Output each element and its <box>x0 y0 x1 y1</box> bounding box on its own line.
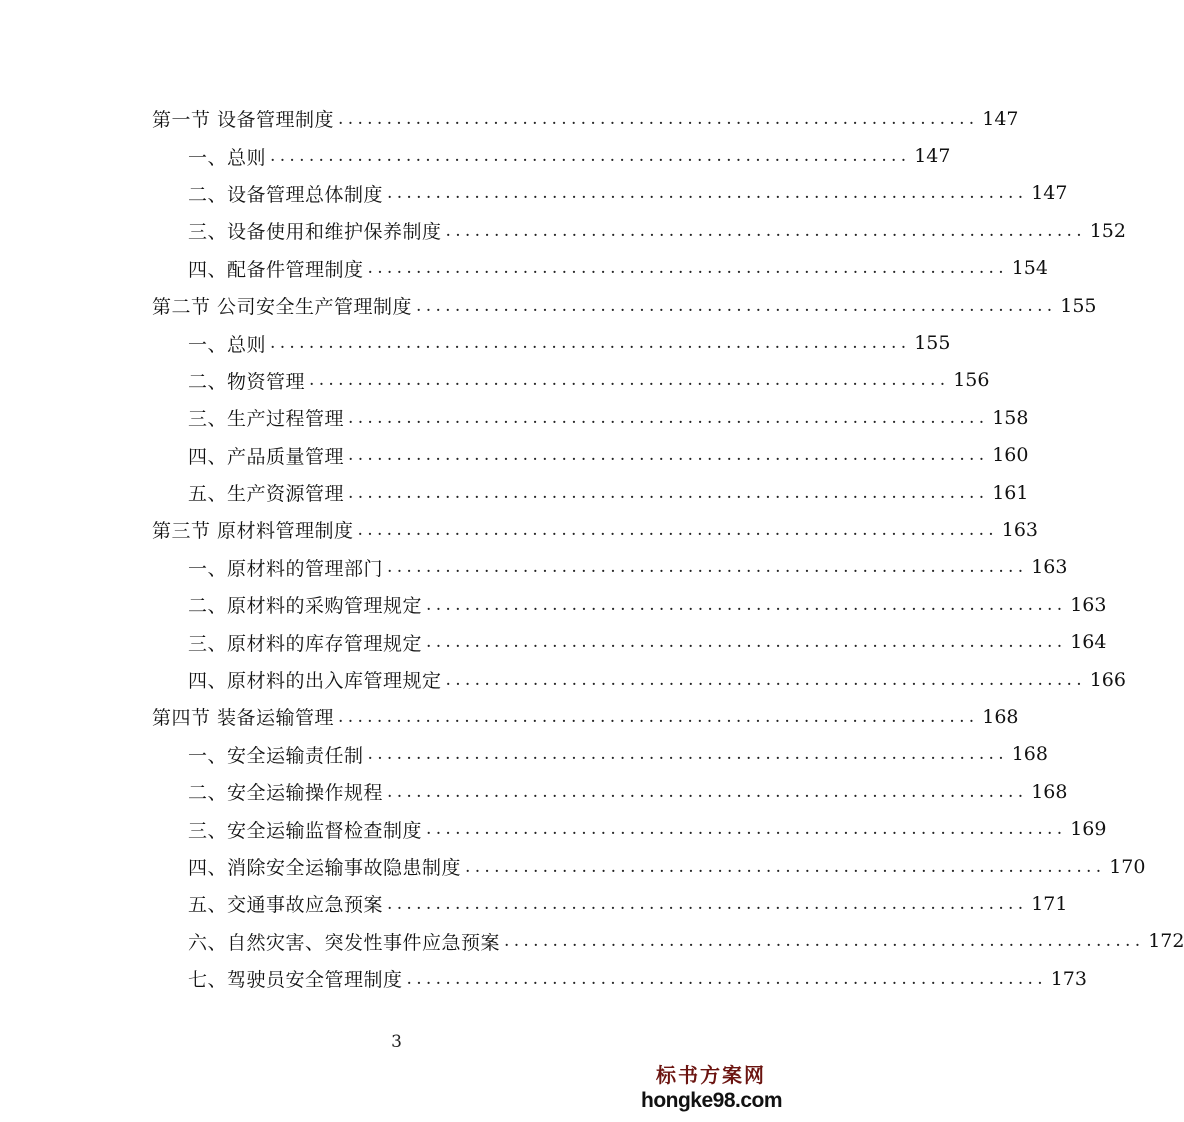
toc-entry-title: 三、设备使用和维护保养制度 <box>188 221 442 244</box>
toc-page-number: 160 <box>992 444 1029 467</box>
toc-dot-leader: .................................................................. <box>309 370 950 391</box>
toc-dot-leader: .................................................................. <box>445 220 1086 241</box>
toc-page-number: 161 <box>992 481 1029 504</box>
toc-subsection-entry[interactable] <box>0 661 1126 698</box>
toc-dot-leader: .................................................................. <box>367 258 1008 279</box>
toc-subsection-entry[interactable] <box>0 773 1068 810</box>
toc-page-number: 163 <box>1031 556 1068 579</box>
toc-section-entry[interactable] <box>0 511 1038 548</box>
toc-page-number: 164 <box>1070 631 1107 654</box>
toc-subsection-entry[interactable] <box>0 623 1107 660</box>
toc-dot-leader: .................................................................. <box>357 519 998 540</box>
toc-section-entry[interactable] <box>0 698 1019 735</box>
toc-subsection-entry[interactable] <box>0 586 1107 623</box>
toc-dot-leader: .................................................................. <box>416 295 1057 316</box>
toc-entry-title: 五、生产资源管理 <box>188 483 345 506</box>
toc-dot-leader: .................................................................. <box>270 333 911 354</box>
toc-entry-title: 一、原材料的管理部门 <box>188 557 384 580</box>
toc-entry-title: 二、原材料的采购管理规定 <box>188 595 423 618</box>
toc-page-number: 163 <box>1070 593 1107 616</box>
toc-subsection-entry[interactable] <box>0 885 1068 922</box>
toc-page-number: 168 <box>1011 743 1048 766</box>
toc-page-number: 147 <box>914 145 951 168</box>
toc-dot-leader: .................................................................. <box>504 931 1145 952</box>
toc-page-number: 169 <box>1070 818 1107 841</box>
toc-entry-title: 第一节 设备管理制度 <box>152 109 335 132</box>
toc-entry-title: 四、配备件管理制度 <box>188 258 364 281</box>
toc-subsection-entry[interactable] <box>0 549 1068 586</box>
toc-page-number: 166 <box>1089 668 1126 691</box>
toc-section-entry[interactable] <box>0 100 1019 137</box>
toc-dot-leader: .................................................................. <box>338 706 979 727</box>
toc-dot-leader: .................................................................. <box>348 445 989 466</box>
toc-subsection-entry[interactable] <box>0 324 951 361</box>
toc-subsection-entry[interactable] <box>0 736 1048 773</box>
toc-entry-title: 第三节 原材料管理制度 <box>152 520 354 543</box>
toc-page-number: 171 <box>1031 892 1068 915</box>
toc-subsection-entry[interactable] <box>0 175 1068 212</box>
toc-entry-title: 六、自然灾害、突发性事件应急预案 <box>188 931 501 954</box>
toc-subsection-entry[interactable] <box>0 212 1126 249</box>
toc-dot-leader: .................................................................. <box>406 968 1047 989</box>
toc-subsection-entry[interactable] <box>0 362 990 399</box>
toc-entry-title: 第二节 公司安全生产管理制度 <box>152 296 413 319</box>
toc-dot-leader: .................................................................. <box>387 781 1028 802</box>
toc-page-number: 155 <box>1060 294 1097 317</box>
toc-dot-leader: .................................................................. <box>445 669 1086 690</box>
toc-entry-title: 四、产品质量管理 <box>188 445 345 468</box>
toc-page-number: 163 <box>1001 518 1038 541</box>
toc-page-number: 155 <box>914 332 951 355</box>
toc-subsection-entry[interactable] <box>0 474 1029 511</box>
toc-entry-title: 一、安全运输责任制 <box>188 744 364 767</box>
toc-entry-title: 三、生产过程管理 <box>188 408 345 431</box>
toc-subsection-entry[interactable] <box>0 250 1048 287</box>
toc-dot-leader: .................................................................. <box>348 407 989 428</box>
toc-entry-title: 三、安全运输监督检查制度 <box>188 819 423 842</box>
toc-subsection-entry[interactable] <box>0 848 1146 885</box>
toc-dot-leader: .................................................................. <box>270 146 911 167</box>
page-number: 3 <box>391 1032 402 1052</box>
toc-dot-leader: .................................................................. <box>465 856 1106 877</box>
toc-entry-title: 二、安全运输操作规程 <box>188 782 384 805</box>
toc-dot-leader: .................................................................. <box>426 819 1067 840</box>
site-watermark <box>641 1062 781 1114</box>
toc-entry-title: 三、原材料的库存管理规定 <box>188 632 423 655</box>
toc-entry-title: 一、总则 <box>188 146 267 169</box>
toc-page-number: 173 <box>1050 967 1087 990</box>
toc-entry-title: 四、原材料的出入库管理规定 <box>188 670 442 693</box>
toc-subsection-entry[interactable] <box>0 960 1087 997</box>
toc-page-number: 172 <box>1148 930 1184 953</box>
toc-dot-leader: .................................................................. <box>338 108 979 129</box>
toc-page-number: 147 <box>982 107 1019 130</box>
toc-dot-leader: .................................................................. <box>387 557 1028 578</box>
toc-entry-title: 第四节 装备运输管理 <box>152 707 335 730</box>
toc-subsection-entry[interactable] <box>0 437 1029 474</box>
table-of-contents <box>0 100 1184 997</box>
toc-subsection-entry[interactable] <box>0 399 1029 436</box>
toc-page-number: 168 <box>982 705 1019 728</box>
toc-entry-title: 七、驾驶员安全管理制度 <box>188 969 403 992</box>
toc-dot-leader: .................................................................. <box>387 183 1028 204</box>
toc-entry-title: 二、设备管理总体制度 <box>188 183 384 206</box>
toc-page-number: 147 <box>1031 182 1068 205</box>
toc-page-number: 152 <box>1089 219 1126 242</box>
toc-entry-title: 五、交通事故应急预案 <box>188 894 384 917</box>
watermark-url: hongke98.com <box>641 1089 783 1112</box>
toc-dot-leader: .................................................................. <box>387 893 1028 914</box>
toc-page-number: 170 <box>1109 855 1146 878</box>
toc-entry-title: 二、物资管理 <box>188 370 306 393</box>
toc-entry-title: 四、消除安全运输事故隐患制度 <box>188 857 462 879</box>
toc-page-number: 158 <box>992 406 1029 429</box>
toc-dot-leader: .................................................................. <box>348 482 989 503</box>
toc-page-number: 154 <box>1011 257 1048 280</box>
toc-dot-leader: .................................................................. <box>426 594 1067 615</box>
toc-page-number: 156 <box>953 369 990 392</box>
toc-section-entry[interactable] <box>0 287 1097 324</box>
toc-entry-title: 一、总则 <box>188 333 267 356</box>
toc-page-number: 168 <box>1031 780 1068 803</box>
watermark-site-name: 标书方案网 <box>656 1063 766 1087</box>
toc-subsection-entry[interactable] <box>0 923 1184 960</box>
toc-dot-leader: .................................................................. <box>367 744 1008 765</box>
toc-subsection-entry[interactable] <box>0 137 951 174</box>
toc-subsection-entry[interactable] <box>0 810 1107 847</box>
toc-dot-leader: .................................................................. <box>426 632 1067 653</box>
